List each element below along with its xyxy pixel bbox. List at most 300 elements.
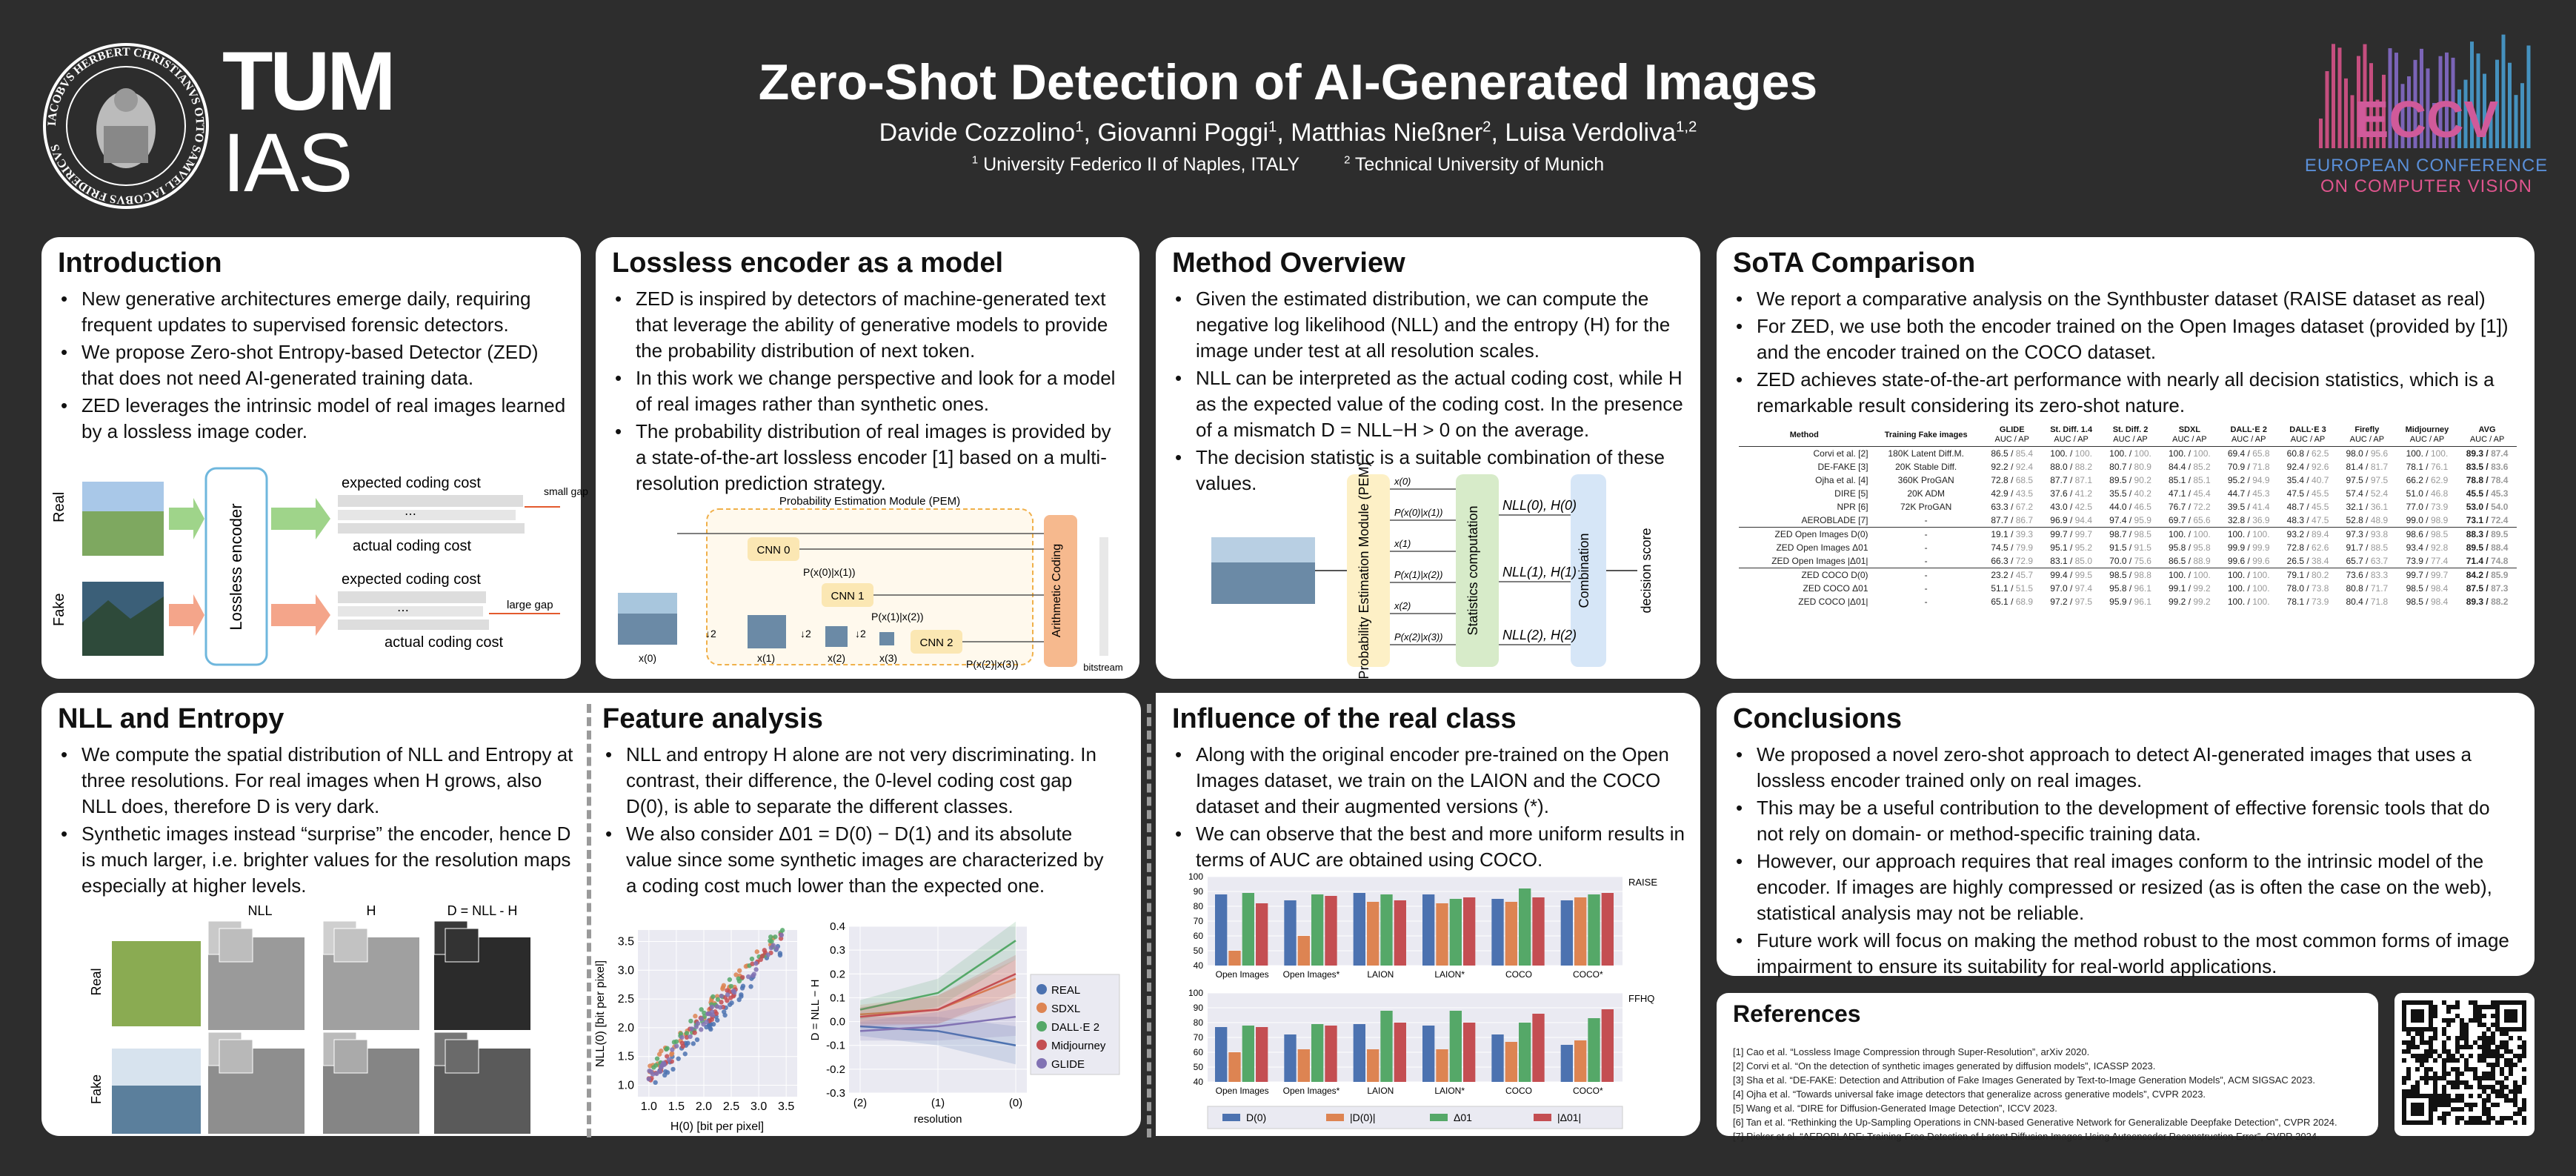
scatter-point [694,1025,699,1029]
scatter-point [655,1056,659,1060]
table-cell: 80.4 / 71.8 [2346,597,2389,607]
table-cell: 60.8 / 62.5 [2286,448,2329,459]
table-cell: ZED Open Images Δ01 [1776,542,1868,553]
scatter-ytick: 1.5 [617,1050,634,1063]
table-cell: 86.5 / 85.4 [1991,448,2034,459]
table-cell: 99.1 / 99.2 [2169,583,2211,594]
conclusions-bullet: • We proposed a novel zero-shot approach to detect AI-generated images that uses a lossless encoder trained only on real images. [1733,742,2520,794]
bar [1298,1049,1310,1082]
bar [1574,1040,1586,1082]
table-cell: 99.9 / 99.9 [2227,542,2270,553]
table-header-cell: DALL·E 3 AUC / AP [2278,424,2337,447]
scatter-point [729,984,733,989]
table-row [1739,595,2517,608]
bar [1215,1027,1227,1082]
eccv-line2: ON COMPUTER VISION [2320,176,2533,196]
feature-scatter-plot [593,915,808,1136]
legend-label: |Δ01| [1557,1112,1582,1123]
sota-table [1739,424,2517,608]
table-cell: 100. / 100. [2227,597,2270,607]
table-cell: 89.3 / 87.4 [2466,448,2509,459]
fake-label: Fake [51,593,67,626]
table-cell: 73.1 / 72.4 [2466,515,2509,525]
line-xtick: (0) [1008,1097,1023,1109]
table-cell: 78.0 / 73.8 [2286,583,2329,594]
svg-text:⋯: ⋯ [405,508,416,521]
bar [1436,1049,1448,1082]
bar-ytick: 50 [1193,1062,1203,1072]
table-header-cell: St. Diff. 1.4 AUC / AP [2042,424,2101,447]
scatter-point [670,1067,675,1072]
scatter-point [771,943,776,948]
table-cell: ZED COCO D(0) [1739,568,1870,582]
reference-item: [7] Ricker et al. “AEROBLADE: Training-Free Detection of Latent Diffusion Images Using Autoencoder Reconstruction Error”, CVPR 2024. [1733,1131,2320,1142]
table-cell: 88.3 / 89.5 [2457,528,2517,542]
feature-bullet: • We also consider Δ01 = D(0) − D(1) and its absolute value since some synthetic images are characterized by a coding cost much lower than the expected one. [602,821,1119,899]
scatter-ytick: 2.0 [617,1021,634,1034]
table-cell: ZED COCO |Δ01| [1798,597,1868,607]
scatter-point [739,992,743,997]
scatter-ytick: 3.5 [617,935,634,949]
bar-category-label: Open Images* [1282,969,1340,980]
bar [1354,893,1365,966]
bar-ytick: 80 [1193,901,1203,911]
pem-output-label: x(0) [1394,476,1411,487]
bar-category-label: COCO* [1572,969,1603,980]
scatter-point [729,1000,733,1005]
introduction-bullets [58,286,566,446]
legend-marker [1036,1040,1047,1050]
bar [1588,1018,1600,1082]
line-ytick: 0.2 [830,968,845,981]
scatter-point [683,1052,688,1056]
scatter-point [778,951,782,955]
line-ytick: -0.1 [826,1039,845,1052]
scatter-point [741,984,745,989]
table-cell: 48.7 / 45.5 [2286,502,2329,512]
table-cell: 92.4 / 92.6 [2286,462,2329,472]
fake-d-map [434,1032,530,1134]
bar [1561,1045,1573,1082]
table-cell: 72K ProGAN [1900,502,1952,512]
table-cell: 43.0 / 42.5 [2050,502,2092,512]
scatter-point [718,1005,722,1009]
bar [1228,1052,1240,1082]
bar [1380,894,1392,966]
nll-bullets [58,742,576,900]
table-cell: - [1924,542,1928,553]
scatter-point [710,994,715,999]
scatter-point [667,1057,671,1062]
bar [1450,899,1462,966]
intro-bullet: • ZED leverages the intrinsic model of real images learned by a lossless image coder. [58,393,566,445]
scatter-point [753,967,758,971]
svg-text:⋯: ⋯ [397,605,409,617]
legend-marker [1036,1021,1047,1032]
bar-ytick: 40 [1193,960,1203,971]
x0-label: x(0) [638,652,657,664]
scatter-point [768,934,773,939]
legend-label: D(0) [1246,1112,1267,1123]
nll-bullet: • We compute the spatial distribution of NLL and Entropy at three resolutions. For real images when H grows, also NLL does, therefore D is very dark. [58,742,576,820]
legend-label: DALL·E 2 [1051,1021,1100,1034]
bar-ytick: 90 [1193,1003,1203,1013]
scatter-point [653,1080,657,1085]
bar [1354,1024,1365,1082]
method-bullet: • Given the estimated distribution, we can compute the negative log likelihood (NLL) and the entropy (H) for the image under test at all resolution scales. [1172,286,1685,364]
eccv-logo [2304,26,2549,211]
pem-output-label: P(x(1)|x(2)) [1394,569,1443,580]
pem-label: Probability Estimation Module (PEM) [1357,462,1371,680]
divider-2 [1147,704,1151,1137]
conclusions-title: Conclusions [1733,703,1903,734]
author-affil-sup: 1 [1075,119,1084,136]
table-cell: 57.4 / 52.4 [2346,488,2389,499]
table-cell: 19.1 / 39.3 [1983,528,2042,542]
scatter-xtick: 3.5 [778,1100,795,1113]
table-cell: 32.8 / 36.9 [2227,515,2270,525]
table-cell: 20K ADM [1907,488,1946,499]
author-list: Davide Cozzolino$^1$, Giovanni Poggi$^1$, Matthias Nießner$^2$, Luisa Verdoliva$^{1,2}$ [879,119,1697,147]
scatter-point [693,1014,697,1018]
fake-h-map [323,1032,419,1134]
table-cell: 84.2 / 85.9 [2457,568,2517,582]
influence-bullet: • We can observe that the best and more uniform results in terms of AUC are obtained using COCO. [1172,821,1685,873]
bar [1242,893,1254,966]
table-cell: 96.9 / 94.4 [2050,515,2092,525]
table-cell: 44.0 / 46.5 [2109,502,2151,512]
scatter-point [701,1022,705,1026]
bar [1532,897,1544,966]
scatter-point [725,988,729,992]
scatter-point [740,975,745,980]
real-actual-label: actual coding cost [353,538,472,554]
bitstream-label: bitstream [1083,662,1123,673]
fake-expected-label: expected coding cost [342,571,481,588]
nll-maps-figure [41,900,575,1134]
table-cell: 180K Latent Diff.M. [1888,448,1964,459]
scatter-point [765,952,770,957]
bar-ytick: 90 [1193,886,1203,897]
legend-marker [1036,1003,1047,1013]
table-cell: 70.0 / 75.6 [2109,556,2151,566]
scatter-point [690,1026,694,1031]
encoder-label: Lossless encoder [227,503,245,631]
conclusions-bullets [1733,742,2520,981]
col-h-label: H [366,903,376,918]
intro-bullet: • We propose Zero-shot Entropy-based Detector (ZED) that does not need AI-generated training data. [58,339,566,391]
bar [1463,1023,1475,1082]
sota-bullet: • We report a comparative analysis on the Synthbuster dataset (RAISE dataset as real) [1733,286,2520,312]
table-cell: 97.3 / 93.8 [2337,528,2397,542]
downsample-label-2: ↓2 [800,628,811,640]
scatter-point [680,1040,685,1045]
sota-panel [1717,237,2535,679]
bar-ytick: 40 [1193,1077,1203,1087]
bar-chart-title: FFHQ [1628,993,1655,1004]
scatter-point [725,992,730,997]
scatter-point [722,1013,727,1017]
scatter-xtick: 1.0 [640,1100,657,1113]
table-cell: 69.7 / 65.6 [2169,515,2211,525]
sota-bullet: • For ZED, we use both the encoder trained on the Open Images dataset (provided by [1]) and the encoder trained on the COCO dataset. [1733,313,2520,365]
bar-category-label: LAION* [1434,969,1465,980]
table-row [1739,554,2517,568]
cnn2-label: CNN 2 [919,637,953,649]
table-row [1739,582,2517,595]
bar [1450,1011,1462,1082]
scatter-point [665,1070,670,1074]
table-cell: 65.1 / 68.9 [1991,597,2034,607]
feature-bullets [602,742,1119,900]
table-cell: AEROBLADE [7] [1801,515,1868,525]
decision-score-label: decision score [1639,528,1654,614]
bar-category-label: COCO [1505,969,1532,980]
table-cell: 97.4 / 95.9 [2109,515,2151,525]
line-xtick: (1) [931,1097,945,1109]
affiliations [0,154,2576,176]
bar [1380,1011,1392,1082]
legend-swatch [1430,1114,1448,1121]
table-cell: 99.7 / 99.7 [2042,528,2101,542]
table-cell: 89.5 / 90.2 [2109,475,2151,485]
bar-category-label: Open Images [1215,969,1269,980]
table-cell: 98.0 / 95.6 [2346,448,2389,459]
table-header-cell: DALL·E 2 AUC / AP [2219,424,2278,447]
bar [1215,894,1227,966]
table-header-cell: Midjourney AUC / AP [2397,424,2457,447]
bar [1602,893,1614,966]
table-cell: DE-FAKE [3] [1817,462,1868,472]
table-cell: 88.0 / 88.2 [2050,462,2092,472]
scatter-point [695,1037,699,1042]
header [0,0,2576,237]
table-header-cell: Firefly AUC / AP [2337,424,2397,447]
svg-text:ECCV: ECCV [2354,90,2499,148]
sota-table-wrap [1739,424,2517,608]
x1-thumb [748,615,786,648]
lossless-bullets [612,286,1125,498]
table-cell: 95.8 / 96.1 [2109,583,2151,594]
table-row [1739,447,2517,461]
pem-outputs [1390,476,1456,645]
table-cell: 35.4 / 40.7 [2286,475,2329,485]
p0-label: P(x(0)|x(1)) [803,566,856,578]
bar [1519,1023,1531,1082]
scatter-xtick: 2.5 [722,1100,740,1113]
conclusions-panel [1717,693,2535,976]
table-cell: 73.6 / 83.3 [2337,568,2397,582]
feature-line-plot [808,915,1127,1136]
table-row [1739,460,2517,474]
table-header-cell: Training Fake images [1870,424,1983,447]
scatter-point [719,1000,723,1004]
scatter-point [674,1043,679,1048]
table-cell: DIRE [5] [1834,488,1868,499]
table-cell: 87.5 / 87.3 [2466,583,2509,594]
table-row [1739,500,2517,514]
line-ytick: -0.2 [826,1063,845,1076]
author-affil-sup: 1,2 [1676,119,1697,136]
scatter-point [705,1011,710,1016]
downsample-label-3: ↓2 [855,628,866,640]
scatter-point [732,990,736,994]
table-cell: 26.5 / 38.4 [2286,556,2329,566]
table-cell: 100. / 100. [2169,448,2211,459]
line-ytick: 0.0 [830,1015,845,1029]
table-cell: 92.2 / 92.4 [1991,462,2034,472]
table-cell: 100. / 100. [2227,583,2270,594]
table-cell: 89.3 / 88.2 [2466,597,2509,607]
sota-bullets [1733,286,2520,420]
pem-output-label: P(x(0)|x(1)) [1394,507,1443,518]
qr-code-graphic [2394,993,2535,1136]
table-cell: 87.7 / 87.1 [2050,475,2092,485]
table-cell: 74.5 / 79.9 [1991,542,2034,553]
bar-category-label: LAION [1367,969,1394,980]
large-gap-label: large gap [507,599,553,611]
bar-ytick: 60 [1193,931,1203,941]
scatter-point [691,1041,696,1046]
table-row [1739,528,2517,542]
real-sample-image [112,941,201,1026]
small-gap-label: small gap [544,485,588,497]
affiliation: $^2$ Technical University of Munich [1344,154,1605,176]
scatter-point [659,1063,664,1068]
scatter-ylabel: NLL(0) [bit per pixel] [594,960,607,1068]
table-cell: 80.7 / 80.9 [2109,462,2151,472]
nll0-label: NLL(0), H(0) [1502,498,1577,513]
table-cell: 100. / 100. [2109,448,2151,459]
fake-nll-map [208,1032,304,1134]
line-ytick: 0.3 [830,944,845,957]
lossless-encoder-panel [596,237,1139,679]
table-cell: ZED COCO Δ01 [1803,583,1868,594]
author-name: Matthias Nießner$^2$ [1291,119,1491,147]
scatter-point [710,1017,714,1022]
scatter-point [779,933,784,937]
table-cell: 52.8 / 48.9 [2346,515,2389,525]
scatter-point [665,1046,669,1051]
bar-ytick: 100 [1188,871,1203,882]
nll1-label: NLL(1), H(1) [1502,565,1577,579]
lossless-title: Lossless encoder as a model [612,248,1004,279]
pem-output-label: x(1) [1394,538,1411,549]
cnn0-label: CNN 0 [756,544,791,557]
bar [1298,936,1310,966]
reference-item: [1] Cao et al. “Lossless Image Compression through Super-Resolution”, arXiv 2020. [1733,1046,2090,1057]
lossless-bullet: • The probability distribution of real images is provided by a state-of-the-art lossless encoder [1] based on a multi-resolution prediction strategy. [612,419,1125,496]
bar [1367,1049,1379,1082]
pem-diagram [596,493,1139,678]
author-affil-sup: 1 [1268,119,1277,136]
legend-label: GLIDE [1051,1058,1085,1071]
scatter-point [657,1052,662,1057]
feature-title: Feature analysis [602,703,823,734]
bar [1505,1042,1517,1082]
table-cell: 98.5 / 98.8 [2101,568,2160,582]
scatter-point [658,1069,662,1074]
legend-swatch [1534,1114,1551,1121]
table-cell: NPR [6] [1837,502,1868,512]
qr-code[interactable] [2394,993,2535,1136]
author-affil-sup: 2 [1482,119,1491,136]
table-cell: 91.7 / 88.5 [2346,542,2389,553]
table-row [1739,541,2517,554]
table-cell: ZED Open Images |Δ01| [1771,556,1868,566]
scatter-point [672,1040,676,1044]
legend-marker [1036,984,1047,994]
influence-bullet: • Along with the original encoder pre-trained on the Open Images dataset, we train on the LAION and the COCO dataset and their augmented versions (*). [1172,742,1685,820]
influence-panel [1156,693,1700,1136]
legend-swatch [1222,1114,1240,1121]
table-cell: - [1924,583,1928,594]
bar [1561,900,1573,966]
reference-item: [5] Wang et al. “DIRE for Diffusion-Generated Image Detection”, ICCV 2023. [1733,1103,2057,1114]
table-cell: 72.8 / 68.5 [1991,475,2034,485]
scatter-point [670,1047,674,1052]
bar-ytick: 80 [1193,1017,1203,1028]
fake-actual-label: actual coding cost [385,634,504,651]
bar [1491,899,1503,966]
bar-category-label: COCO [1505,1086,1532,1096]
references-panel [1717,993,2378,1142]
scatter-xtick: 1.5 [668,1100,685,1113]
table-header-row [1739,424,2517,447]
line-ylabel: D = NLL − H [809,979,822,1041]
line-xlabel: resolution [913,1113,962,1126]
table-row [1739,514,2517,528]
table-cell: 51.1 / 51.5 [1991,583,2034,594]
references-list [1733,1045,2368,1143]
table-cell: 65.7 / 63.7 [2346,556,2389,566]
bar [1463,897,1475,966]
table-header-cell: St. Diff. 2 AUC / AP [2101,424,2160,447]
x2-label: x(2) [827,652,846,664]
table-cell: 87.7 / 86.7 [1991,515,2034,525]
bar-category-label: LAION [1367,1086,1394,1096]
scatter-point [728,977,732,982]
table-cell: 100. / 100. [2219,568,2278,582]
table-cell: 84.4 / 85.2 [2169,462,2211,472]
bar-category-label: LAION* [1434,1086,1465,1096]
scatter-point [710,1005,714,1009]
legend-label: Midjourney [1051,1040,1106,1052]
table-cell: Corvi et al. [2] [1813,448,1868,459]
table-cell: 97.5 / 97.5 [2346,475,2389,485]
table-cell: 100. / 100. [2219,528,2278,542]
table-cell: 95.1 / 95.2 [2050,542,2092,553]
cnn1-label: CNN 1 [831,590,865,602]
reference-item: [3] Sha et al. “DE-FAKE: Detection and Attribution of Fake Images Generated by Text-to-Image Generation Models”, ACM SIGSAC 2023. [1733,1074,2315,1086]
bar [1436,903,1448,966]
bar [1325,896,1337,966]
p1-label: P(x(1)|x(2)) [871,611,924,622]
table-cell: 98.6 / 98.5 [2397,528,2457,542]
poster-title: Zero-Shot Detection of AI-Generated Images [758,54,1818,110]
table-cell: 23.2 / 45.7 [1983,568,2042,582]
legend-label: SDXL [1051,1003,1081,1015]
table-cell: 70.9 / 71.8 [2227,462,2270,472]
tum-logo-text: TUM [222,35,393,127]
table-cell: 100. / 100. [2160,528,2219,542]
table-cell: 93.4 / 92.8 [2406,542,2449,553]
scatter-point [669,1052,673,1057]
legend-swatch [1326,1114,1344,1121]
reference-item: [2] Corvi et al. “On the detection of synthetic images generated by diffusion models”, ICASSP 2023. [1733,1060,2156,1072]
row-fake-label: Fake [89,1074,104,1105]
bar [1532,1014,1544,1082]
